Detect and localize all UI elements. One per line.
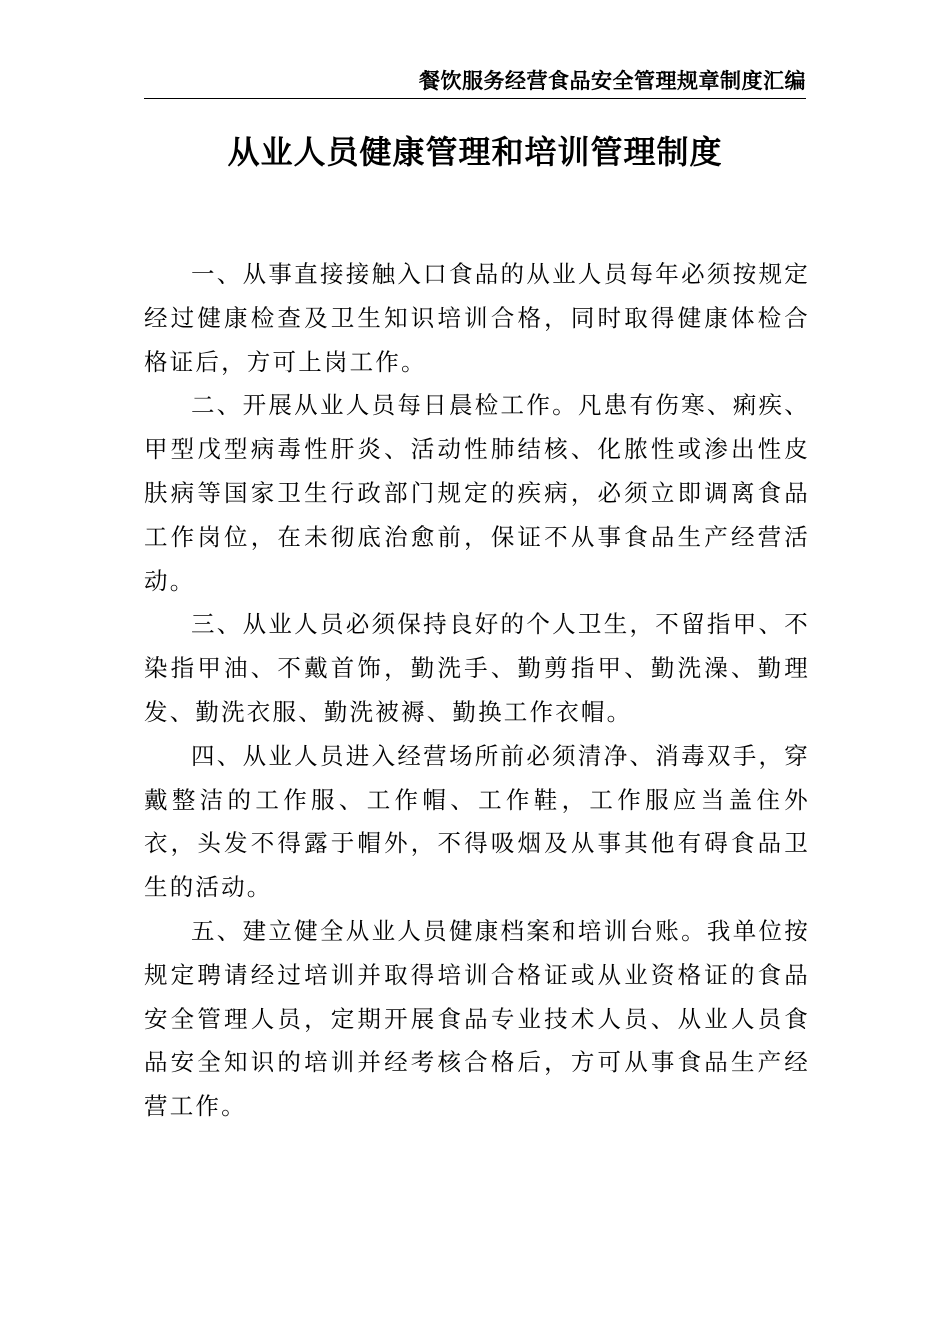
paragraph-1: 一、从事直接接触入口食品的从业人员每年必须按规定经过健康检查及卫生知识培训合格，同时取得健康体检合格证后，方可上岗工作。	[144, 260, 810, 376]
document-body	[144, 253, 810, 1129]
document-title: 从业人员健康管理和培训管理制度	[227, 133, 723, 171]
running-header	[144, 66, 806, 99]
paragraph-3: 三、从业人员必须保持良好的个人卫生，不留指甲、不染指甲油、不戴首饰，勤洗手、勤剪指甲、勤洗澡、勤理发、勤洗衣服、勤洗被褥、勤换工作衣帽。	[144, 610, 810, 726]
header-title: 餐饮服务经营食品安全管理规章制度汇编	[419, 69, 806, 93]
paragraph-4: 四、从业人员进入经营场所前必须清净、消毒双手，穿戴整洁的工作服、工作帽、工作鞋，工作服应当盖住外衣，头发不得露于帽外，不得吸烟及从事其他有碍食品卫生的活动。	[144, 741, 810, 902]
paragraph-2: 二、开展从业人员每日晨检工作。凡患有伤寒、痢疾、甲型戊型病毒性肝炎、活动性肺结核、化脓性或渗出性皮肤病等国家卫生行政部门规定的疾病，必须立即调离食品工作岗位，在未彻底治愈前，保证不从事食品生产经营活动。	[144, 391, 810, 595]
paragraph-5: 五、建立健全从业人员健康档案和培训台账。我单位按规定聘请经过培训并取得培训合格证或从业资格证的食品安全管理人员，定期开展食品专业技术人员、从业人员食品安全知识的培训并经考核合格后，方可从事食品生产经营工作。	[144, 916, 810, 1121]
